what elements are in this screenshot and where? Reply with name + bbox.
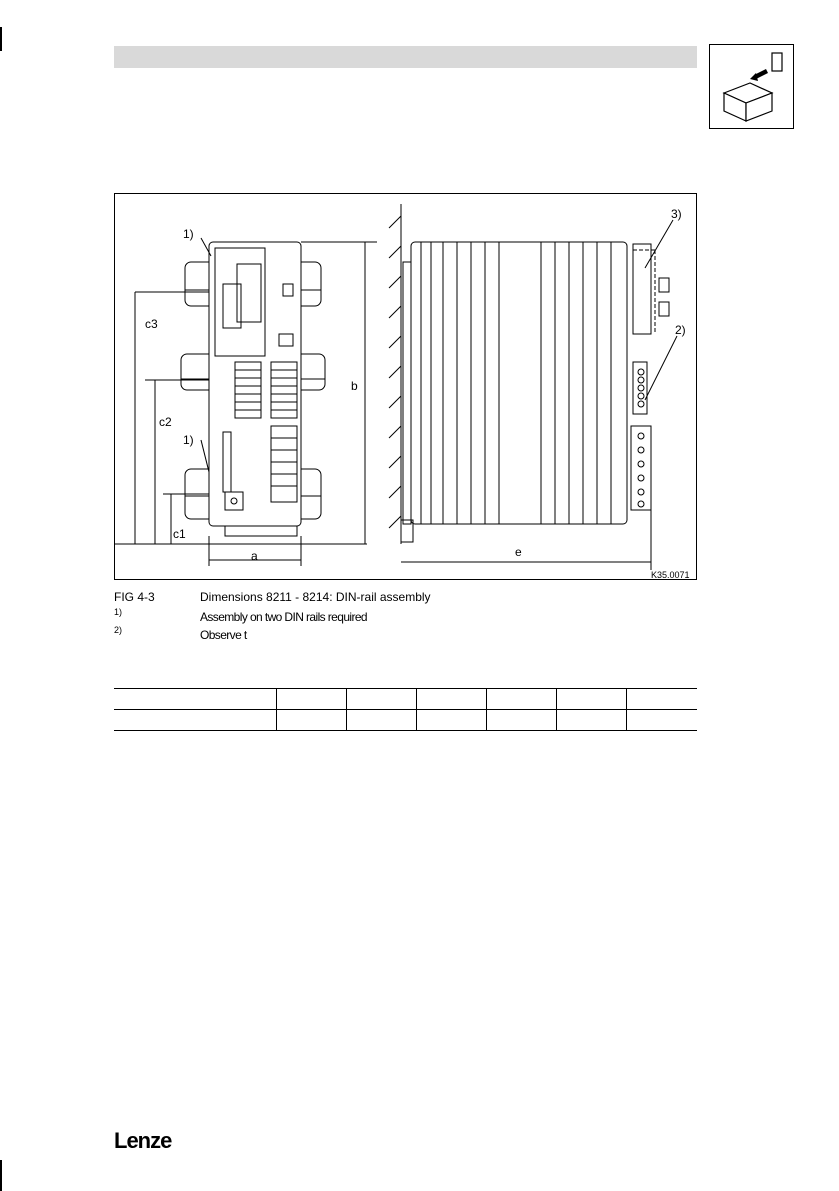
label-fn1-bottom: 1) (183, 433, 194, 447)
section-header-bar (114, 46, 697, 68)
table-cell (627, 710, 697, 731)
crop-mark-top (0, 27, 2, 51)
brand-logo: Lenze (114, 1128, 172, 1153)
label-c3: c3 (145, 317, 158, 331)
dimension-drawing-svg (115, 194, 698, 581)
table-cell (277, 710, 347, 731)
table-row (114, 689, 697, 710)
footnote-2-text: Observe t (200, 628, 247, 642)
table-cell (417, 689, 487, 710)
label-e: e (515, 545, 522, 559)
table-cell (487, 710, 557, 731)
footnote-1-text: Assembly on two DIN rails required (200, 610, 368, 624)
table-cell (557, 689, 627, 710)
table-cell (277, 689, 347, 710)
table-cell (114, 710, 277, 731)
figure-title: Dimensions 8211 - 8214: DIN-rail assembly (200, 590, 431, 604)
label-b: b (351, 379, 358, 393)
label-fn3: 3) (671, 207, 682, 221)
table-cell (347, 689, 417, 710)
figure-number: FIG 4-3 (114, 590, 155, 604)
dimensions-table (114, 688, 697, 731)
dimension-drawing (114, 193, 697, 580)
table-cell (557, 710, 627, 731)
table-cell (487, 689, 557, 710)
label-c1: c1 (173, 527, 186, 541)
mounting-icon (709, 44, 794, 129)
drawing-code: K35.0071 (651, 570, 690, 580)
label-c2: c2 (159, 415, 172, 429)
table-cell (347, 710, 417, 731)
crop-mark-bottom (0, 1160, 2, 1191)
label-fn2: 2) (675, 323, 686, 337)
footnote-2-marker: 2) (114, 625, 123, 635)
table-cell (417, 710, 487, 731)
table-cell (627, 689, 697, 710)
footnote-1-marker: 1) (114, 607, 123, 617)
table-cell (114, 689, 277, 710)
label-a: a (251, 549, 258, 563)
table-row (114, 710, 697, 731)
label-fn1-top: 1) (183, 227, 194, 241)
